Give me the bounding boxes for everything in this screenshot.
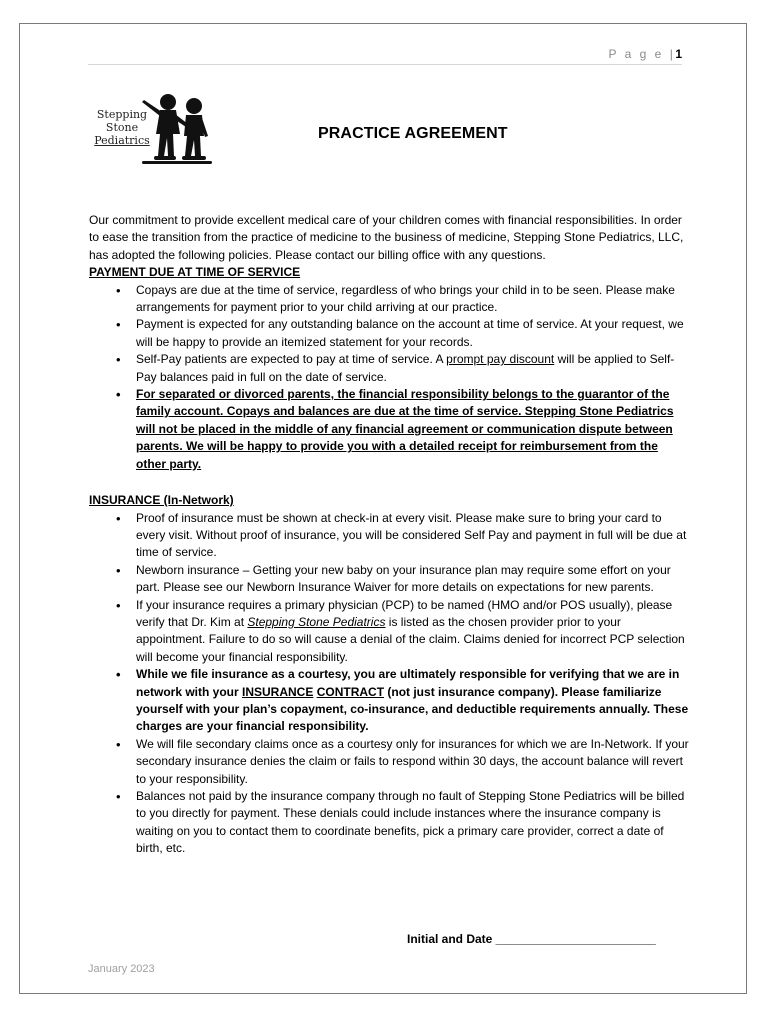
insurance-section-heading: INSURANCE (In-Network) <box>89 493 234 508</box>
insurance-item-unpaid-balances: • Balances not paid by the insurance company through no fault of Stepping Stone Pediatrics will be billed to you directly for payment. These denials could include instances where the insurance company is waiting on you to contact them to coordinate benefits, pick a primary care provider, correct a date of birth, etc. <box>136 788 689 858</box>
initial-and-date-field[interactable]: Initial and Date ________________________ <box>407 932 656 946</box>
document-title: PRACTICE AGREEMENT <box>318 125 508 142</box>
payment-section-heading: PAYMENT DUE AT TIME OF SERVICE <box>89 265 301 280</box>
intro-paragraph: Our commitment to provide excellent medical care of your children comes with financial responsibilities. In order to ease the transition from the practice of medicine to the business of medicine, Stepping Stone Pediatrics, LLC, has adopted the following policies. Please contact our billing office with any questions. <box>89 213 684 262</box>
insurance-item-verify-network <box>136 666 689 736</box>
children-silhouette-icon <box>140 90 218 165</box>
logo-line-1: Stepping <box>96 108 148 121</box>
footer-date: January 2023 <box>88 963 155 975</box>
payment-list <box>89 282 689 473</box>
insurance-item-pcp <box>136 597 689 667</box>
payment-item-divorced-parents: • For separated or divorced parents, the financial responsibility belongs to the guarantor of the family account. Copays and balances are due at the time of service. Stepping Stone Pediatrics will not be placed in the middle of any financial agreement or communication dispute between parents. We will be happy to provide you with a detailed receipt for reimbursement from the other party. <box>136 386 689 473</box>
payment-item-outstanding-balance: • Payment is expected for any outstanding balance on the account at time of service. At your request, we will be happy to provide an itemized statement for your records. <box>136 316 689 351</box>
header-divider <box>88 64 682 65</box>
practice-name-link[interactable]: Stepping Stone Pediatrics <box>247 614 386 629</box>
insurance-item-proof: • Proof of insurance must be shown at check-in at every visit. Please make sure to bring your card to every visit. Without proof of insurance, you will be considered Self Pay and payment in full will be due at time of service. <box>136 510 689 562</box>
self-pay-text-end: will be applied to Self-Pay balances paid in full on the date of service. <box>136 352 675 384</box>
contract-underlined: CONTRACT <box>316 684 385 699</box>
insurance-list <box>89 510 689 858</box>
logo-line-3: Pediatrics <box>94 134 150 147</box>
verify-text: While we file insurance as a courtesy, you are ultimately responsible for verifying that we are in network with your <box>136 667 680 699</box>
prompt-pay-discount-link[interactable]: prompt pay discount <box>446 352 555 367</box>
page-label: P a g e <box>608 47 664 61</box>
pcp-text-end: is listed as the chosen provider prior to your appointment. Failure to do so will cause a denial of the claim. Claims denied for incorrect PCP selection will become your financial responsibility. <box>136 614 685 664</box>
payment-item-copays: • Copays are due at the time of service, regardless of who brings your child in to be seen. Please make arrangements for payment prior to your child arriving at our practice. <box>136 282 689 317</box>
pcp-text: If your insurance requires a primary physician (PCP) to be named (HMO and/or POS usually), please verify that Dr. Kim at <box>136 597 673 629</box>
self-pay-text: Self-Pay patients are expected to pay at time of service. A <box>136 352 447 367</box>
agreement-body <box>89 212 689 858</box>
logo-line-2: Stone <box>105 121 139 134</box>
verify-text-end: (not just insurance company). Please familiarize yourself with your plan’s copayment, co-insurance, and deductible requirements annually. These charges are your financial responsibility. <box>136 684 689 734</box>
insurance-item-newborn: • Newborn insurance – Getting your new baby on your insurance plan may require some effort on your part. Please see our Newborn Insurance Waiver for more details on expectations for new parents. <box>136 562 689 597</box>
insurance-underlined: INSURANCE <box>242 684 314 699</box>
stepping-stone-logo <box>88 90 218 165</box>
page-separator: | <box>669 47 676 61</box>
page-number-header <box>609 47 682 61</box>
insurance-item-secondary-claims: • We will file secondary claims once as a courtesy only for insurances for which we are In-Network. If your secondary insurance denies the claim or fails to respond within 30 days, the account balance will revert to your responsibility. <box>136 736 689 788</box>
page-number: 1 <box>675 47 682 61</box>
payment-item-self-pay <box>136 351 689 386</box>
